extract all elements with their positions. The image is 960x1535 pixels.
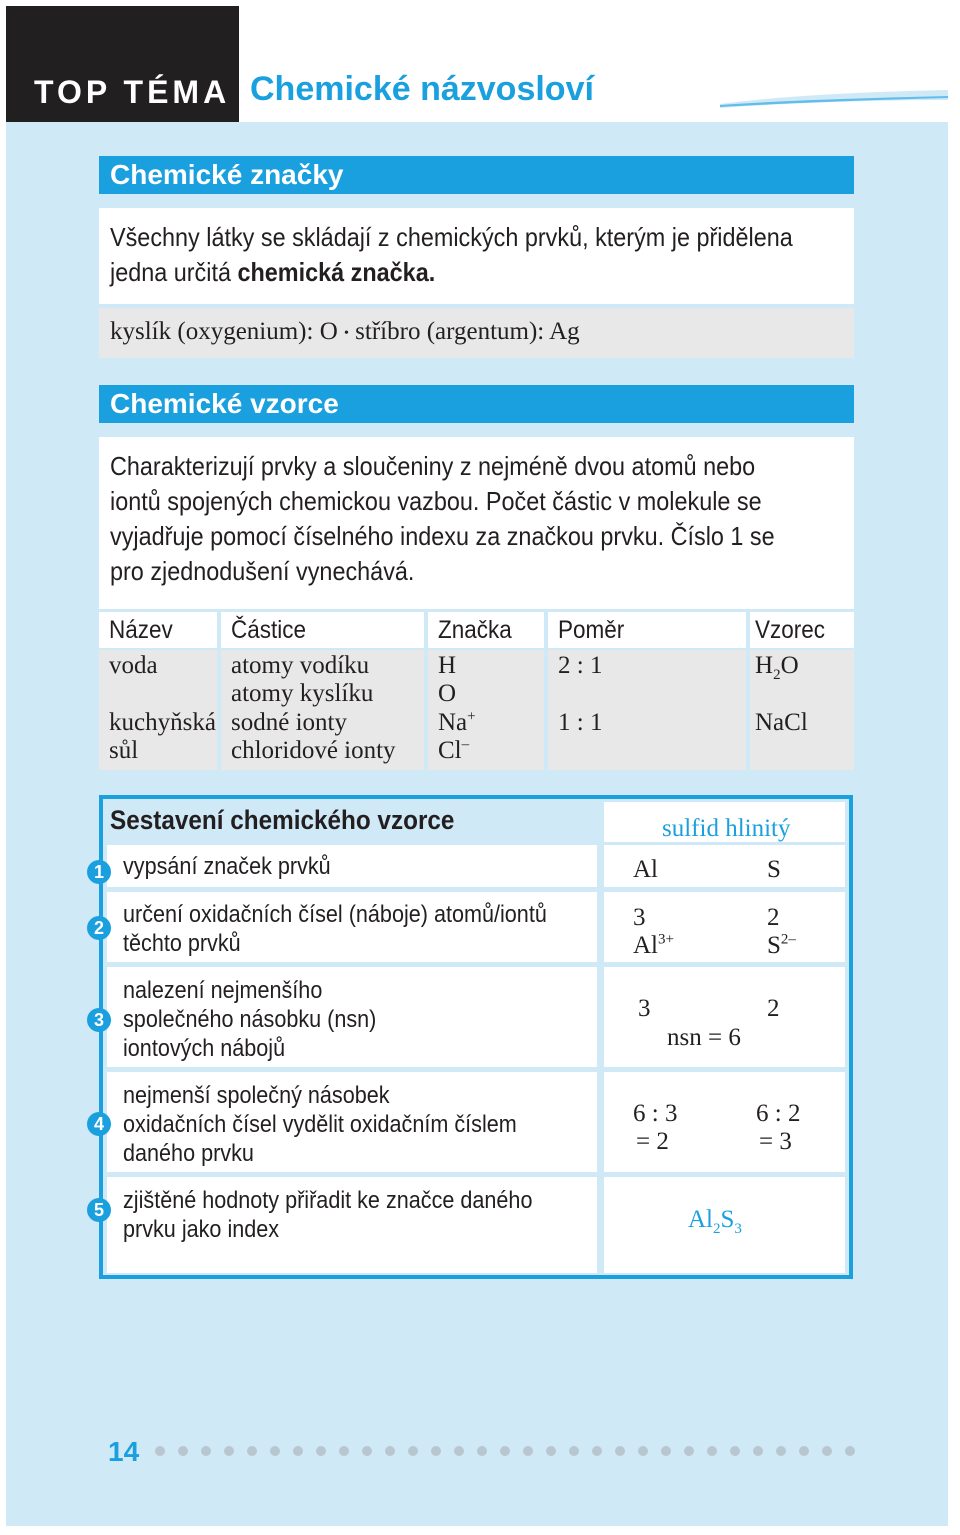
footer-dot (339, 1446, 349, 1456)
result-4-right-a: 6 : 2 (756, 1100, 801, 1127)
step-text-3-line3: iontových nábojů (123, 1035, 286, 1062)
step-text-5-line1: zjištěné hodnoty přiřadit ke značce daného (123, 1187, 533, 1214)
symbols-text-line2-normal: jedna určitá (110, 257, 238, 287)
result-1-left: Al (633, 856, 658, 883)
footer-dot (753, 1446, 763, 1456)
footer-dot (431, 1446, 441, 1456)
result-3-right: 2 (767, 995, 780, 1022)
step-number-1: 1 (87, 860, 111, 884)
symbols-text-line1: Všechny látky se skládají z chemických prvků, kterým je přidělena (110, 222, 793, 252)
symbols-text-line2-bold: chemická značka. (237, 257, 436, 287)
table-cell-particle: atomy vodíku (231, 652, 370, 679)
table-header-name: Název (109, 616, 173, 644)
example-oxygen: kyslík (oxygenium): O (110, 318, 338, 345)
ion-al-charge: 3+ (658, 931, 674, 948)
example-separator: • (344, 326, 349, 341)
table-cell-symbol-o: O (438, 680, 457, 707)
result-4-left-a: 6 : 3 (633, 1100, 678, 1127)
footer-dot (822, 1446, 832, 1456)
result-2-left-num: 3 (633, 904, 646, 931)
section-heading-symbols-text: Chemické značky (110, 159, 344, 190)
footer-dot (546, 1446, 556, 1456)
example-title: sulfid hlinitý (662, 815, 791, 842)
footer-dot (569, 1446, 579, 1456)
table-header-particle: Částice (231, 616, 307, 644)
step-text-2-line2: těchto prvků (123, 930, 241, 957)
footer-dot (845, 1446, 855, 1456)
formula-water-index: 2 (773, 667, 781, 683)
result-1-right: S (767, 856, 781, 883)
footer-dot (385, 1446, 395, 1456)
table-cell-ratio-water: 2 : 1 (558, 652, 603, 679)
footer-dot (270, 1446, 280, 1456)
footer-dot (615, 1446, 625, 1456)
footer-dot (477, 1446, 487, 1456)
table-cell-symbol-na (438, 709, 476, 737)
header-kicker: TOP TÉMA (34, 74, 231, 110)
section-heading-symbols (99, 156, 854, 194)
step-number-2: 2 (87, 916, 111, 940)
table-cell-ratio-salt: 1 : 1 (558, 709, 603, 736)
footer-dot (454, 1446, 464, 1456)
section-heading-formulas-text: Chemické vzorce (110, 388, 339, 419)
table-cell-name-salt-2: sůl (109, 737, 139, 764)
symbols-text-line2 (110, 255, 435, 290)
formula-al: Al (688, 1206, 713, 1233)
footer-dot (408, 1446, 418, 1456)
header-swoosh-decoration (720, 86, 948, 110)
footer-dot (523, 1446, 533, 1456)
result-2-right-ion (767, 932, 796, 960)
formula-s: S (720, 1206, 735, 1233)
step-text-2-line1: určení oxidačních čísel (náboje) atomů/iontů (123, 901, 547, 928)
ion-al: Al (633, 932, 658, 959)
footer-dot (224, 1446, 234, 1456)
procedure-title: Sestavení chemického vzorce (110, 805, 455, 835)
footer-dot (178, 1446, 188, 1456)
table-cell-formula-water (755, 652, 799, 683)
footer-dot (661, 1446, 671, 1456)
result-4-right-b: = 3 (759, 1128, 792, 1155)
table-cell-particle: sodné ionty (231, 709, 347, 736)
footer-dot (684, 1446, 694, 1456)
formula-water-o: O (780, 652, 799, 679)
footer-dot (201, 1446, 211, 1456)
page-title: Chemické názvosloví (250, 70, 594, 108)
footer-dot (592, 1446, 602, 1456)
step-number-5: 5 (87, 1198, 111, 1222)
footer-dot (730, 1446, 740, 1456)
footer-dot (155, 1446, 165, 1456)
table-header-ratio: Poměr (558, 616, 625, 644)
step-text-1: vypsání značek prvků (123, 853, 331, 880)
table-header-symbol: Značka (438, 616, 512, 644)
step-number-4: 4 (87, 1112, 111, 1136)
ion-s-charge: 2– (780, 931, 796, 948)
formulas-text-line3: vyjadřuje pomocí číselného indexu za značkou prvku. Číslo 1 se (110, 521, 775, 551)
formula-s-index: 3 (734, 1221, 742, 1237)
table-cell-name-salt-1: kuchyňská (109, 709, 216, 736)
step-text-4-line3: daného prvku (123, 1140, 254, 1167)
step-text-4-line2: oxidačních čísel vydělit oxidačním číslem (123, 1111, 517, 1138)
symbol-cl: Cl (438, 737, 462, 764)
result-3-left: 3 (638, 995, 651, 1022)
symbols-example-line (110, 318, 580, 346)
table-cell-symbol-cl (438, 737, 469, 765)
table-cell-name-water: voda (109, 652, 158, 679)
result-4-left-b: = 2 (636, 1128, 669, 1155)
example-silver: stříbro (argentum): Ag (355, 318, 580, 345)
footer-dot (316, 1446, 326, 1456)
ion-s: S (767, 932, 781, 959)
footer-dot (293, 1446, 303, 1456)
formulas-text-line4: pro zjednodušení vynechává. (110, 556, 415, 586)
footer-dot (638, 1446, 648, 1456)
formula-water-h: H (755, 652, 774, 679)
step-text-4-line1: nejmenší společný násobek (123, 1082, 390, 1109)
footer-dot (799, 1446, 809, 1456)
table-cell-particle: atomy kyslíku (231, 680, 374, 707)
symbol-na-charge: + (467, 708, 476, 725)
result-2-left-ion (633, 932, 674, 960)
symbol-na: Na (438, 709, 468, 736)
footer-dot (500, 1446, 510, 1456)
footer-dot (362, 1446, 372, 1456)
footer-dot (247, 1446, 257, 1456)
table-cell-particle: chloridové ionty (231, 737, 396, 764)
result-3-nsn: nsn = 6 (667, 1024, 741, 1051)
table-cell-symbol-h: H (438, 652, 457, 679)
formulas-text-line1: Charakterizují prvky a sloučeniny z nejméně dvou atomů nebo (110, 451, 756, 481)
result-5-formula (688, 1206, 742, 1237)
footer-dot (707, 1446, 717, 1456)
section-heading-formulas (99, 385, 854, 423)
step-number-3: 3 (87, 1008, 111, 1032)
footer-dot (776, 1446, 786, 1456)
step-text-5-line2: prvku jako index (123, 1216, 280, 1243)
result-2-right-num: 2 (767, 904, 780, 931)
table-cell-formula-salt: NaCl (755, 709, 808, 736)
step-text-3-line1: nalezení nejmenšího (123, 977, 323, 1004)
page-number: 14 (108, 1436, 140, 1467)
symbol-cl-charge: – (461, 736, 470, 753)
table-header-formula: Vzorec (755, 616, 826, 644)
formula-al-index: 2 (713, 1221, 721, 1237)
step-text-3-line2: společného násobku (nsn) (123, 1006, 377, 1033)
formulas-text-line2: iontů spojených chemickou vazbou. Počet částic v molekule se (110, 486, 762, 516)
